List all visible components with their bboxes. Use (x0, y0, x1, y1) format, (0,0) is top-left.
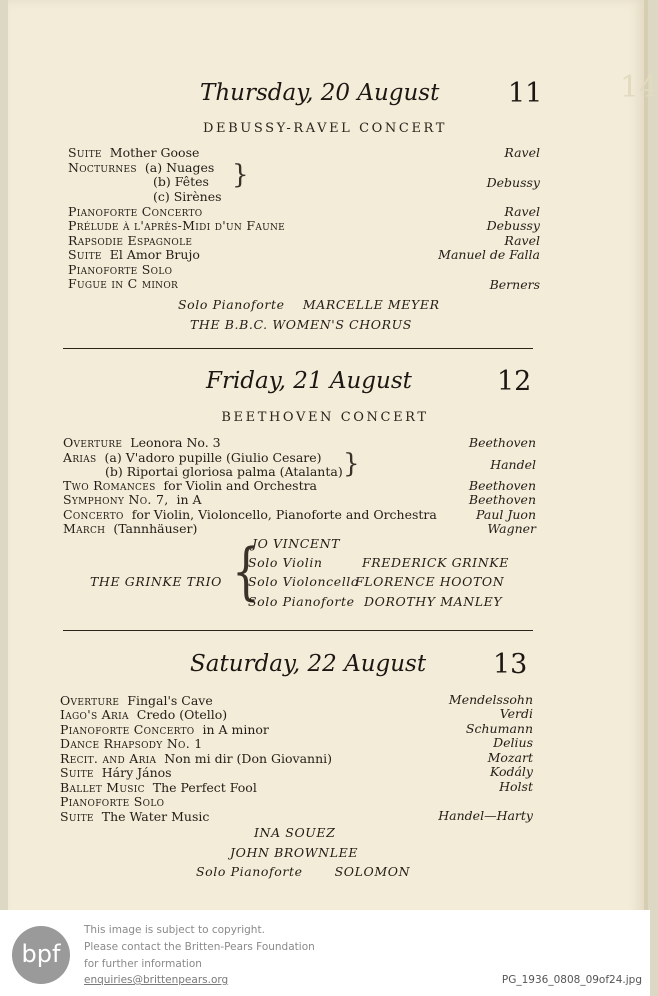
composer: Beethoven (468, 435, 536, 450)
bleed-through-number: 14 (620, 70, 658, 105)
trio-member-name: DOROTHY MANLEY (364, 594, 503, 609)
friday-date: Friday, 21 August (206, 368, 412, 394)
trio-member: Solo Pianoforte (248, 594, 355, 609)
programme-item: Symphony No. 7, in A (63, 492, 202, 507)
composer: Ravel (504, 145, 540, 160)
info-notice: for further information (84, 958, 202, 970)
programme-item: Suite The Water Music (60, 809, 210, 824)
programme-item: Overture Fingal's Cave (60, 693, 213, 708)
programme-item: Prélude à l'après-Midi d'un Faune (68, 218, 286, 233)
programme-item: Pianoforte Concerto in A minor (60, 722, 269, 737)
bpf-logo: bpf (12, 926, 70, 984)
programme-item: Suite El Amor Brujo (68, 247, 200, 262)
composer: Beethoven (468, 478, 536, 493)
composer: Paul Juon (476, 507, 536, 522)
composer: Manuel de Falla (438, 247, 540, 262)
programme-item: (b) Fêtes (153, 174, 209, 189)
performer-line: Solo Pianoforte MARCELLE MEYER (178, 297, 440, 312)
programme-item: Dance Rhapsody No. 1 (60, 736, 203, 751)
performer-line: INA SOUEZ (254, 825, 336, 840)
performer-line: JOHN BROWNLEE (230, 845, 359, 860)
programme-item: Recit. and Aria Non mi dir (Don Giovanni) (60, 751, 333, 766)
friday-concert-title: BEETHOVEN CONCERT (221, 410, 429, 425)
contact-email-link[interactable]: enquiries@brittenpears.org (84, 974, 229, 986)
performer-line: JO VINCENT (252, 536, 341, 551)
programme-item: March (Tannhäuser) (63, 521, 198, 536)
composer: Berners (489, 277, 540, 292)
thursday-concert-title: DEBUSSY-RAVEL CONCERT (203, 121, 447, 136)
brace-icon: } (232, 536, 260, 608)
programme-item: Ballet Music The Perfect Fool (60, 780, 257, 795)
composer: Holst (499, 779, 533, 794)
thursday-concert-number: 11 (508, 78, 543, 109)
programme-item: Nocturnes (a) Nuages (68, 160, 215, 175)
composer: Wagner (487, 521, 536, 536)
trio-member: Solo Violin (248, 555, 323, 570)
trio-member-name: FLORENCE HOOTON (355, 574, 505, 589)
saturday-date: Saturday, 22 August (190, 651, 427, 677)
programme-item: Iago's Aria Credo (Otello) (60, 707, 228, 722)
trio-name: THE GRINKE TRIO (90, 574, 222, 589)
friday-concert-number: 12 (497, 366, 532, 397)
performer-line: THE B.B.C. WOMEN'S CHORUS (190, 317, 412, 332)
composer: Mendelssohn (448, 692, 533, 707)
programme-item: Pianoforte Concerto (68, 204, 203, 219)
composer: Handel (490, 457, 536, 472)
programme-item: Overture Leonora No. 3 (63, 435, 221, 450)
composer: Delius (493, 735, 533, 750)
file-id: PG_1936_0808_09of24.jpg (501, 974, 642, 986)
composer: Debussy (486, 175, 540, 190)
programme-item: Arias (a) V'adoro pupille (Giulio Cesare) (63, 450, 322, 465)
programme-item: Fugue in C minor (68, 276, 179, 291)
composer: Handel—Harty (438, 808, 533, 823)
programme-item: Suite Háry János (60, 765, 172, 780)
programme-item: Rapsodie Espagnole (68, 233, 193, 248)
brace-icon: } (232, 160, 249, 190)
composer: Kodály (489, 764, 533, 779)
programme-item: (b) Riportai gloriosa palma (Atalanta) (105, 464, 343, 479)
composer: Verdi (499, 706, 533, 721)
performer-line: Solo Pianoforte SOLOMON (196, 864, 411, 879)
trio-member-name: FREDERICK GRINKE (362, 555, 509, 570)
saturday-concert-number: 13 (493, 649, 528, 680)
programme-item: Pianoforte Solo (60, 794, 165, 809)
brace-icon: } (343, 449, 360, 479)
composer: Mozart (487, 750, 533, 765)
composer: Ravel (504, 233, 540, 248)
copyright-footer (0, 910, 650, 996)
programme-item: Pianoforte Solo (68, 262, 173, 277)
trio-member: Solo Violoncello (248, 574, 360, 589)
copyright-notice: This image is subject to copyright. (84, 924, 265, 936)
programme-item: Concerto for Violin, Violoncello, Pianoforte and Orchestra (63, 507, 437, 522)
composer: Beethoven (468, 492, 536, 507)
contact-notice: Please contact the Britten-Pears Foundation (84, 941, 315, 953)
composer: Ravel (504, 204, 540, 219)
composer: Schumann (465, 721, 533, 736)
programme-item: Two Romances for Violin and Orchestra (63, 478, 318, 493)
section-divider (63, 348, 533, 349)
programme-item: (c) Sirènes (153, 189, 222, 204)
thursday-date: Thursday, 20 August (200, 80, 440, 106)
programme-item: Suite Mother Goose (68, 145, 200, 160)
section-divider (63, 630, 533, 631)
composer: Debussy (486, 218, 540, 233)
